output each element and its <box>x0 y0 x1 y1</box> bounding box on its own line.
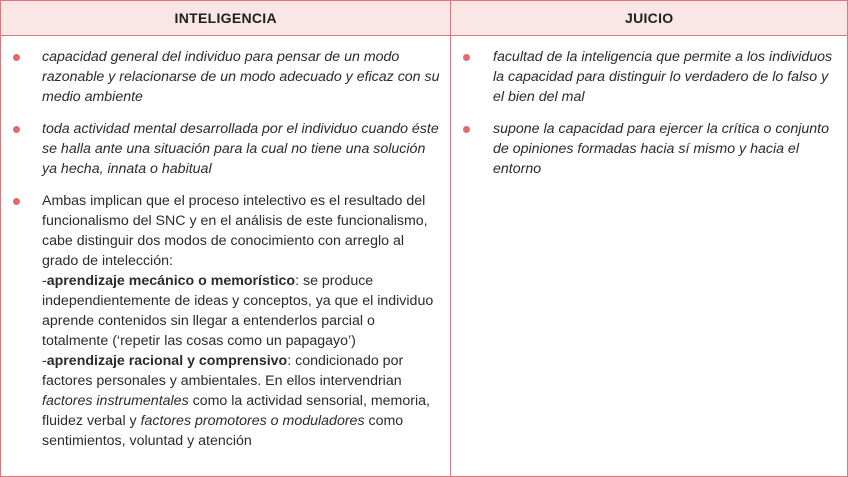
bullet-icon <box>13 126 20 133</box>
inteligencia-cell <box>1 36 451 476</box>
desc-aprendizaje-mecanico: : se produce independientemente de ideas y conceptos, ya que el individuo aprende contenidos sin llegar a entenderlos parcial o totalmente (‘repetir las cosas como un papagayo’) <box>42 273 434 349</box>
header-juicio: JUICIO <box>624 10 674 26</box>
bullet-icon <box>463 126 470 133</box>
term-aprendizaje-racional: aprendizaje racional y comprensivo <box>46 353 288 369</box>
juicio-def-1: facultad de la inteligencia que permite a los individuos la capacidad para distinguir lo verdadero de lo falso y el bien del mal <box>493 49 833 105</box>
factores-promotores: factores promotores o moduladores <box>140 413 365 429</box>
dash-2: - <box>42 353 47 369</box>
desc-aprendizaje-racional-b: como la actividad sensorial, memoria, fluidez verbal y <box>42 393 430 429</box>
juicio-list <box>451 47 847 179</box>
desc-aprendizaje-racional-c: como sentimientos, voluntad y atención <box>42 413 404 449</box>
bullet-icon <box>463 54 470 61</box>
inteligencia-def-2: toda actividad mental desarrollada por el individuo cuando éste se halla ante una situación para la cual no tiene una solución ya hecha, innata o habitual <box>42 121 439 177</box>
list-item <box>1 119 450 179</box>
list-item <box>1 191 450 451</box>
inteligencia-intro: Ambas implican que el proceso intelectivo es el resultado del funcionalismo del SNC y en el análisis de este funcionalismo, cabe distinguir dos modos de conocimiento con arreglo al grado de intelección: <box>42 193 428 269</box>
list-item <box>451 47 847 107</box>
juicio-def-2: supone la capacidad para ejercer la crítica o conjunto de opiniones formadas hacia sí mismo y hacia el entorno <box>493 121 829 177</box>
table-body-row <box>1 36 847 476</box>
bullet-icon <box>13 54 20 61</box>
juicio-cell <box>451 36 847 476</box>
inteligencia-def-1: capacidad general del individuo para pensar de un modo razonable y relacionarse de un modo adecuado y eficaz con su medio ambiente <box>42 49 440 105</box>
factores-instrumentales: factores instrumentales <box>42 393 189 409</box>
table-header-row <box>1 1 847 36</box>
dash-1: - <box>42 273 47 289</box>
list-item <box>451 119 847 179</box>
header-inteligencia: INTELIGENCIA <box>1 1 451 35</box>
bullet-icon <box>13 198 20 205</box>
term-aprendizaje-mecanico: aprendizaje mecánico o memorístico <box>46 273 296 289</box>
list-item <box>1 47 450 107</box>
inteligencia-list <box>1 47 450 451</box>
desc-aprendizaje-racional-a: : condicionado por factores personales y ambientales. En ellos intervendrian <box>42 353 404 389</box>
